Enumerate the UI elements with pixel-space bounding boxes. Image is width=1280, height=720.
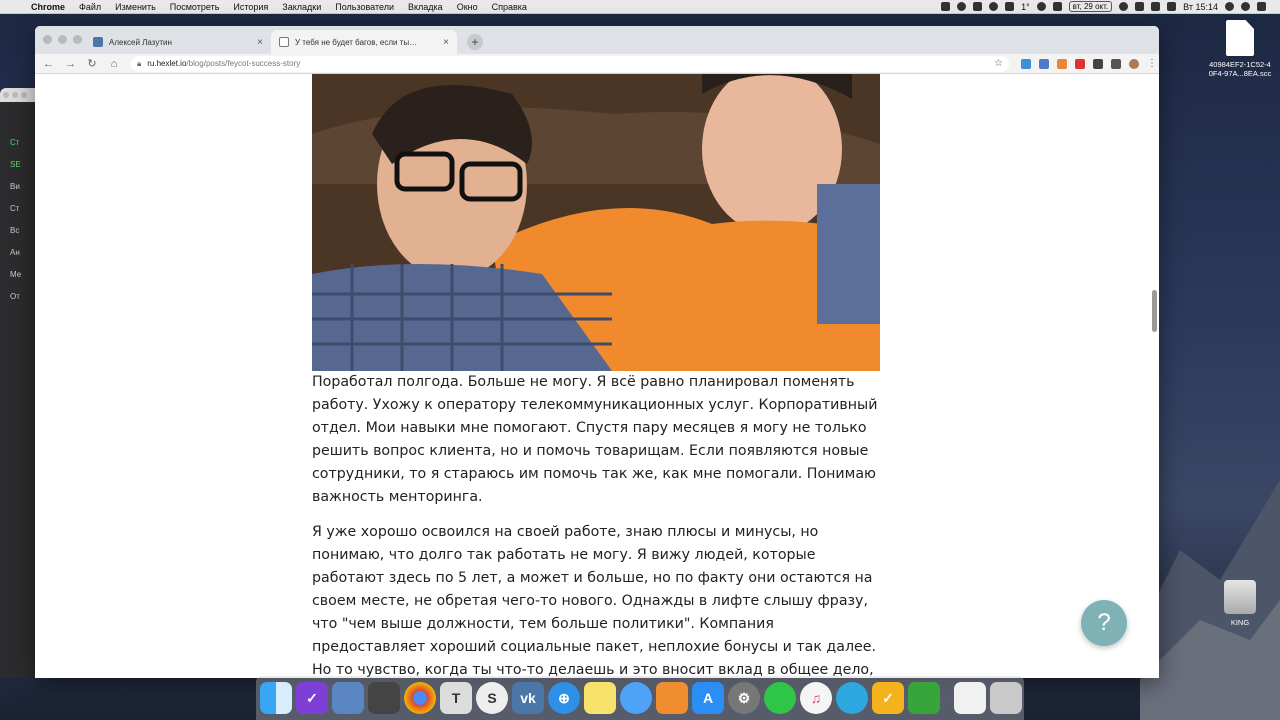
extension-icon[interactable] bbox=[1111, 59, 1121, 69]
clipboard-icon[interactable] bbox=[1005, 2, 1014, 11]
photo-illustration bbox=[312, 74, 880, 371]
photo-booth-icon[interactable] bbox=[368, 682, 400, 714]
extension-icon[interactable] bbox=[1021, 59, 1031, 69]
menu-app-name[interactable]: Chrome bbox=[31, 1, 66, 12]
desktop-drive-icon[interactable] bbox=[1200, 580, 1280, 627]
bluetooth-icon[interactable] bbox=[1053, 2, 1062, 11]
menu-bar-status bbox=[941, 1, 1280, 12]
vk-app-icon[interactable]: vk bbox=[512, 682, 544, 714]
tab-title: У тебя не будет багов, если ты… bbox=[295, 37, 418, 47]
bg-sidebar-item[interactable]: SE bbox=[10, 160, 21, 169]
menu-tab[interactable]: Вкладка bbox=[408, 1, 443, 12]
close-window-button[interactable] bbox=[43, 35, 52, 44]
extensions-bar bbox=[1021, 57, 1157, 69]
telegram-icon[interactable] bbox=[836, 682, 868, 714]
bg-sidebar-item[interactable]: Ви bbox=[10, 182, 20, 191]
new-tab-button[interactable]: + bbox=[467, 34, 483, 50]
weather-temp[interactable]: 1° bbox=[1021, 1, 1030, 12]
page-content bbox=[35, 74, 1159, 678]
document-stack-icon[interactable] bbox=[954, 682, 986, 714]
bg-sidebar-item[interactable]: Ме bbox=[10, 270, 22, 279]
reload-icon[interactable]: ↻ bbox=[87, 58, 97, 70]
safari-icon[interactable]: ⊕ bbox=[548, 682, 580, 714]
trash-icon[interactable] bbox=[990, 682, 1022, 714]
notification-center-icon[interactable] bbox=[1257, 2, 1266, 11]
dropbox-icon[interactable] bbox=[973, 2, 982, 11]
vk-icon bbox=[93, 37, 103, 47]
article-paragraph: Поработал полгода. Больше не могу. Я всё равно планировал поменять работу. Ухожу к оператору телекоммуникационных услуг. Корпоративный отдел. Мои навыки мне помогают. Спустя пару месяцев я могу не только решить вопрос клиента, но и помочь товарищам. Если появляются новые сотрудники, то я стараюсь им помочь так же, как мне помогали. Понимаю важность менторинга. bbox=[312, 374, 878, 505]
sync-icon[interactable] bbox=[957, 2, 966, 11]
hexlet-icon bbox=[279, 37, 289, 47]
messages-icon[interactable] bbox=[620, 682, 652, 714]
lock-icon[interactable]: 🔒︎ bbox=[137, 58, 142, 68]
menu-history[interactable]: История bbox=[233, 1, 269, 12]
desktop-drive-label: KING bbox=[1230, 618, 1250, 627]
settings-icon[interactable] bbox=[989, 2, 998, 11]
battery-icon[interactable] bbox=[1151, 2, 1160, 11]
stickies-icon[interactable] bbox=[584, 682, 616, 714]
back-icon[interactable]: ← bbox=[43, 57, 54, 70]
menu-edit[interactable]: Изменить bbox=[115, 1, 156, 12]
tab-vk-profile[interactable] bbox=[85, 30, 271, 54]
browser-window bbox=[35, 26, 1159, 678]
upload-icon[interactable] bbox=[1167, 2, 1176, 11]
extension-icon[interactable] bbox=[1057, 59, 1067, 69]
help-button[interactable]: ? bbox=[1081, 600, 1127, 646]
bg-sidebar-item[interactable]: Ст bbox=[10, 138, 20, 147]
menu-kebab-icon[interactable]: ⋮ bbox=[1147, 57, 1157, 69]
url-path: /blog/posts/feycot-success-story bbox=[186, 59, 301, 68]
menu-help[interactable]: Справка bbox=[491, 1, 527, 12]
weather-icon[interactable] bbox=[1037, 2, 1046, 11]
app-store-icon[interactable]: A bbox=[692, 682, 724, 714]
preview-icon[interactable] bbox=[332, 682, 364, 714]
menu-clock[interactable]: Вт 15:14 bbox=[1183, 1, 1218, 12]
chrome-icon[interactable] bbox=[404, 682, 436, 714]
scrivener-icon[interactable]: S bbox=[476, 682, 508, 714]
url-host: ru.hexlet.io bbox=[147, 59, 187, 68]
whatsapp-icon[interactable] bbox=[764, 682, 796, 714]
menu-users[interactable]: Пользователи bbox=[335, 1, 394, 12]
menu-window[interactable]: Окно bbox=[456, 1, 478, 12]
zoom-window-button[interactable] bbox=[73, 35, 82, 44]
bg-sidebar-item[interactable]: Ан bbox=[10, 248, 20, 257]
desktop-wallpaper-mountain bbox=[1140, 300, 1280, 720]
close-tab-icon[interactable]: × bbox=[257, 36, 263, 48]
typora-icon[interactable]: T bbox=[440, 682, 472, 714]
background-window[interactable] bbox=[0, 88, 40, 678]
page-scrollbar[interactable] bbox=[1152, 290, 1157, 332]
date-box[interactable]: вт, 29 окт. bbox=[1069, 1, 1112, 12]
close-tab-icon[interactable]: × bbox=[443, 36, 449, 48]
menu-bookmarks[interactable]: Закладки bbox=[282, 1, 322, 12]
tab-title: Алексей Лазутин bbox=[109, 37, 172, 47]
volume-icon[interactable] bbox=[1135, 2, 1144, 11]
siri-icon[interactable] bbox=[1241, 2, 1250, 11]
bg-sidebar-item[interactable]: Ст bbox=[10, 204, 20, 213]
menu-bar bbox=[0, 0, 1280, 14]
article-paragraph: Я уже хорошо освоился на своей работе, знаю плюсы и минусы, но понимаю, что долго так работать не могу. Я вижу людей, которые работают здесь по 5 лет, а может и больше, но по факту они остаются на своем месте, не обретая чего-то нового. Однажды в лифте слышу фразу, что "чем выше должности, тем больше политики". Компания предоставляет хороший социальные пакет, неплохие бонусы и так далее. Но то чувство, когда ты что-то делаешь и это вносит вклад в общее дело, bbox=[312, 524, 876, 678]
article-photo bbox=[312, 74, 880, 371]
tab-hexlet-article[interactable] bbox=[271, 30, 457, 54]
browser-toolbar bbox=[35, 54, 1159, 74]
profile-avatar[interactable] bbox=[1129, 59, 1139, 69]
window-controls bbox=[43, 35, 82, 44]
extension-icon[interactable] bbox=[1075, 59, 1085, 69]
search-icon[interactable] bbox=[1225, 2, 1234, 11]
menu-file[interactable]: Файл bbox=[79, 1, 102, 12]
finder-icon[interactable] bbox=[260, 682, 292, 714]
camera-icon[interactable] bbox=[941, 2, 950, 11]
home-icon[interactable]: ⌂ bbox=[110, 57, 118, 70]
things-icon[interactable]: ✓ bbox=[872, 682, 904, 714]
omnifocus-icon[interactable]: ✓ bbox=[296, 682, 328, 714]
bg-sidebar-item[interactable]: От bbox=[10, 292, 20, 301]
system-preferences-icon[interactable]: ⚙ bbox=[728, 682, 760, 714]
menu-view[interactable]: Посмотреть bbox=[169, 1, 220, 12]
document-icon bbox=[1226, 20, 1254, 56]
external-drive-icon bbox=[1224, 580, 1256, 614]
extension-icon[interactable] bbox=[1039, 59, 1049, 69]
desktop-file-label: 40984EF2-1C52-4 0F4-97A...8EA.scc bbox=[1208, 60, 1272, 78]
bg-sidebar-item[interactable]: Вс bbox=[10, 226, 20, 235]
extension-icon[interactable] bbox=[1093, 59, 1103, 69]
minimize-window-button[interactable] bbox=[58, 35, 67, 44]
books-icon[interactable] bbox=[656, 682, 688, 714]
desktop-file-icon[interactable] bbox=[1200, 20, 1280, 78]
dock bbox=[256, 676, 1024, 720]
tab-strip bbox=[35, 26, 1159, 54]
forward-icon[interactable]: → bbox=[65, 57, 76, 70]
wifi-icon[interactable] bbox=[1119, 2, 1128, 11]
article-body bbox=[312, 371, 882, 678]
gecko-icon[interactable] bbox=[908, 682, 940, 714]
itunes-icon[interactable]: ♫ bbox=[800, 682, 832, 714]
bookmark-star-icon[interactable]: ☆ bbox=[994, 58, 1003, 69]
address-bar[interactable] bbox=[131, 56, 1009, 72]
